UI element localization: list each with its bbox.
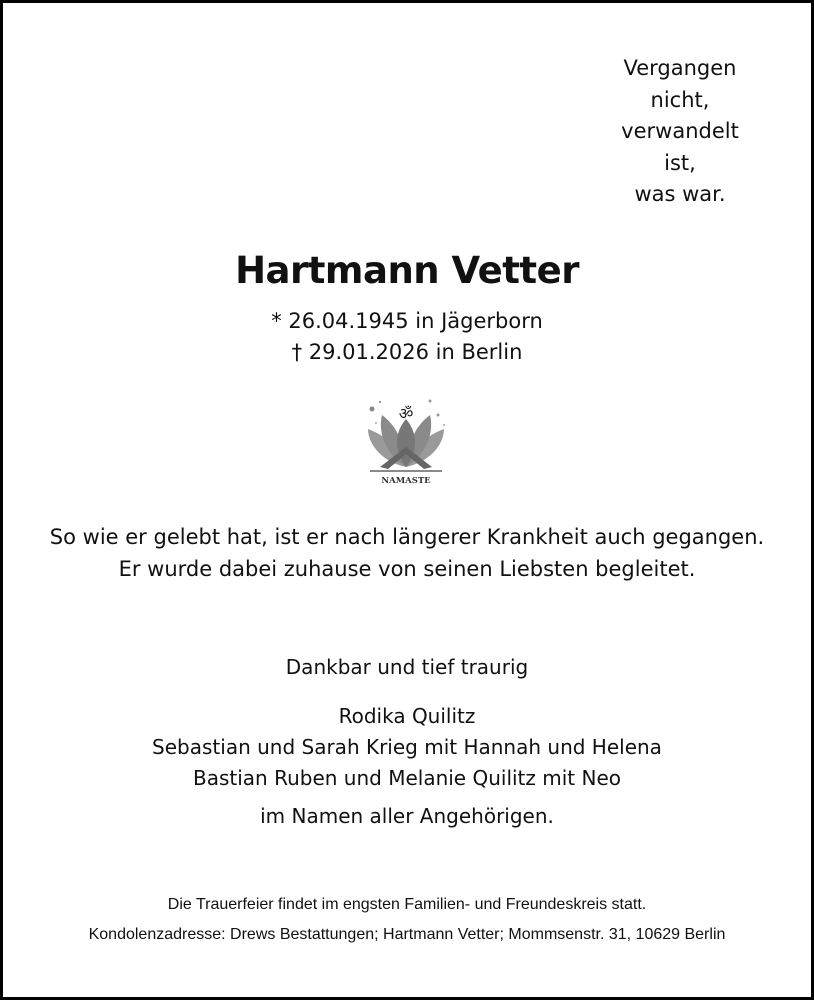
poem-line: was war.: [634, 182, 726, 206]
poem-line: verwandelt: [621, 119, 739, 143]
farewell-message: [0, 521, 814, 585]
ceremony-notice: Die Trauerfeier findet im engsten Familien- und Freundeskreis statt.: [167, 896, 647, 913]
poem-line: Vergangen: [623, 56, 737, 80]
lotus-om-icon: [360, 395, 452, 487]
condolence-address: Kondolenzadresse: Drews Bestattungen; Hartmann Vetter; Mommsenstr. 31, 10629 Berlin: [88, 926, 726, 943]
message-line: So wie er gelebt hat, ist er nach längerer Krankheit auch gegangen.: [49, 525, 765, 549]
mourners-list: [0, 701, 814, 794]
mourner-name: Bastian Ruben und Melanie Quilitz mit Neo: [193, 766, 621, 790]
poem: [600, 53, 760, 211]
life-dates: [0, 306, 814, 368]
svg-text:NAMASTE: NAMASTE: [381, 476, 431, 486]
poem-line: nicht,: [650, 87, 710, 112]
mourner-name: Rodika Quilitz: [338, 704, 476, 728]
deceased-name: Hartmann Vetter: [235, 249, 579, 292]
mourner-name: Sebastian und Sarah Krieg mit Hannah und Helena: [152, 735, 662, 759]
footer-notice: [0, 890, 814, 950]
birth-date: * 26.04.1945 in Jägerborn: [271, 309, 543, 333]
mourners-closing: im Namen aller Angehörigen.: [260, 804, 554, 828]
svg-text:ॐ: ॐ: [398, 404, 414, 423]
mourners-intro: Dankbar und tief traurig: [285, 655, 529, 679]
death-date: † 29.01.2026 in Berlin: [291, 340, 523, 364]
message-line: Er wurde dabei zuhause von seinen Liebsten begleitet.: [118, 557, 696, 581]
poem-line: ist,: [664, 150, 696, 175]
